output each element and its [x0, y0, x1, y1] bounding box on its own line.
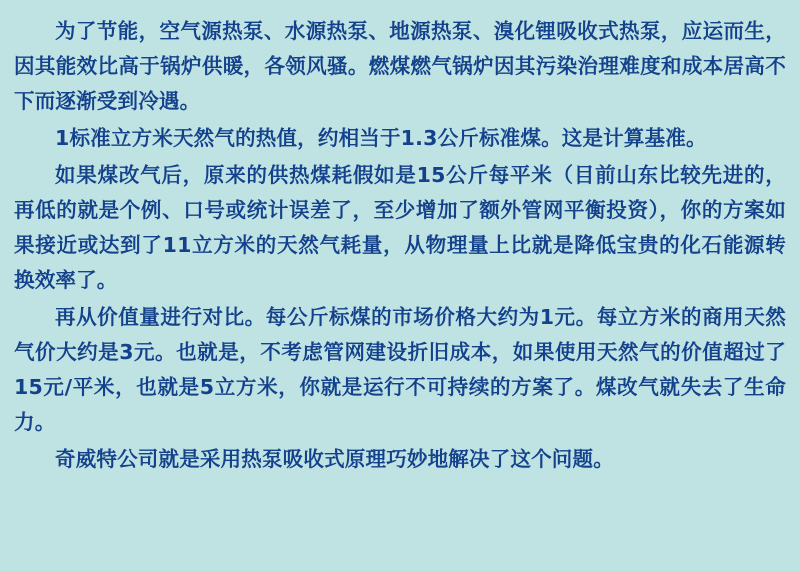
paragraph-1: 为了节能，空气源热泵、水源热泵、地源热泵、溴化锂吸收式热泵，应运而生，因其能效比高于锅炉供暖，各领风骚。燃煤燃气锅炉因其污染治理难度和成本居高不下而逐渐受到冷遇。 [14, 19, 786, 113]
paragraph-2: 1标准立方米天然气的热值，约相当于1.3公斤标准煤。这是计算基准。 [55, 126, 707, 150]
paragraph-5: 奇威特公司就是采用热泵吸收式原理巧妙地解决了这个问题。 [55, 447, 614, 471]
paragraph-4: 再从价值量进行对比。每公斤标煤的市场价格大约为1元。每立方米的商用天然气价大约是3元。也就是，不考虑管网建设折旧成本，如果使用天然气的价值超过了15元/平米，也就是5立方米，你就是运行不可持续的方案了。煤改气就失去了生命力。 [14, 305, 786, 434]
paragraph-3: 如果煤改气后，原来的供热煤耗假如是15公斤每平米（目前山东比较先进的，再低的就是个例、口号或统计误差了，至少增加了额外管网平衡投资），你的方案如果接近或达到了11立方米的天然气耗量，从物理量上比就是降低宝贵的化石能源转换效率了。 [14, 163, 786, 292]
